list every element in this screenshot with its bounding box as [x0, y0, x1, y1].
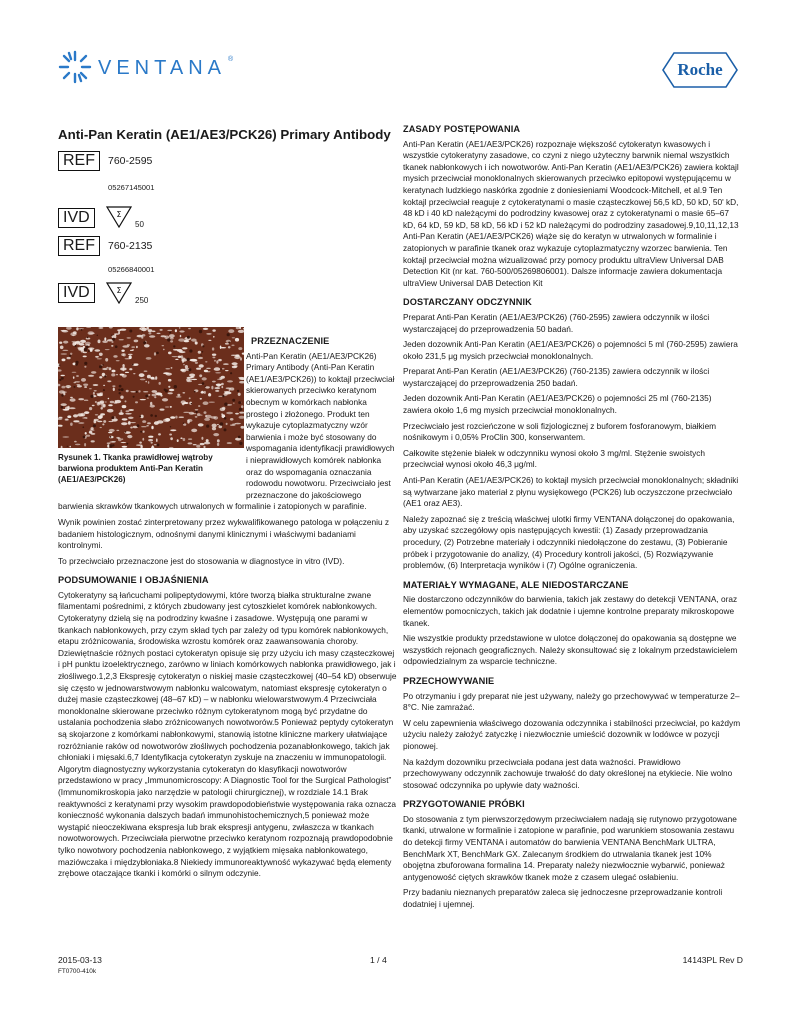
- tests-count-2: 250: [135, 296, 149, 305]
- summary-paragraph-1: Cytokeratyny są łańcuchami polipeptydowymi, które tworzą białka strukturalne zwane filamentami pośrednimi, z których zbudowany jest cytoszkielet komórek nabłonkowych. Cytokeratyny dzielą się na podrodziny kwaśne i zasadowe. Występują one parami w tkankach nabłonkowych, przy czym skład tych par zależy od typu komórek nabłonkowych, etapu zróżnicowania, środowiska wzrostu komórek oraz zaawansowania choroby. Dziewiętnaście różnych postaci cytokeratyn opisuje się przy użyciu ich masy cząsteczkowej i pH punktu izoelektrycznego, zarówno w liniach komórkowych nabłonka prawidłowego, jak i złośliwego.1,2,3 Ekspresję cytokeratyn o niskiej masie cząsteczkowej (40–54 kD) obserwuje się często w jednowarstwowym nabłonku walcowatym, natomiast ekspresję cytokeratyn o dużej masie cząsteczkowej (48–67 kD) – w nabłonku wielowarstwowym.4 Przeciwciała monoklonalne skierowane przeciwko różnym cytokeratynom mogą być przydatne do ustalania pochodzenia słabo zróżnicowanych nowotworów.5 Ponieważ peptydy cytokeratyn są skojarzone z komórkami nabłonkowymi, stanowią istotne kliniczne markery ułatwiające rozróżnianie raków od nowotworów złośliwych pochodzenia pozanabłonkowego, takich jak chłoniaki i mięsaki.6,7 Identyfikacja cytokeratyn zyskuje na znaczeniu w immunopatologii. Algorytm diagnostyczny wykorzystania cytokeratyn do klasyfikacji nowotworów przedstawiono w pracy „Immunomicroscopy: A Diagnostic Tool for the Surgical Pathologist” (Immunomikroskopia jako narzędzie w patologii chirurgicznej), w rozdziale 14.1 Brak reaktywności z keratynami przy wysokim prawdopodobieństwie występowania raka oznacza konieczność wykonania dalszych badań immunohistochemicznych,5 ponieważ może wystąpić nieoczekiwana ekspresja lub brak ekspresji antygenu, zwłaszcza w tkankach nowotworowych. Przeciwciała pierwotne przeciwko keratynom rozpoznają prawdopodobnie tylko nowotwory pochodzenia nabłonkowego, z wyjątkiem mięsaka nabłonkowatego, maziówczaka i międzybłoniaka.8 Niekiedy immunoreaktywność wykazywać będą elementy zrębowe otaczające tkanki i komórki o silnym odczynie.: [58, 589, 397, 879]
- ref-number-2: 760-2135: [108, 240, 153, 252]
- reagent-paragraph-3: Preparat Anti-Pan Keratin (AE1/AE3/PCK26) (760-2135) zawiera odczynnik w ilości wystarczającej do przeprowadzenia 250 badań.: [403, 366, 710, 388]
- storage-heading: PRZECHOWYWANIE: [403, 675, 495, 686]
- specimen-prep-paragraph-1: Do stosowania z tym pierwszorzędowym przeciwciałem nadają się rutynowo przygotowane tkanki, utrwalone w formalinie i zatopione w parafinie, pod warunkiem stosowania zestawu do detekcji firmy VENTANA i automatów do barwienia VENTANA BenchMark ULTRA, BenchMark XT, BenchMark GX. Zalecanym środkiem do utrwalania tkanek jest 10% obojętna zbuforowana formalina 14. Preparaty należy niezwłocznie wybarwić, ponieważ antygenowość ciętych skrawków tkanek może z czasem ulegać osłabieniu.: [403, 813, 737, 882]
- ref-box-2: [58, 236, 100, 256]
- reagent-paragraph-2: Jeden dozownik Anti-Pan Keratin (AE1/AE3/PCK26) o pojemności 5 ml (760-2595) zawiera około 231,5 μg mysich przeciwciał monoklonalnych.: [403, 339, 738, 361]
- roche-wordmark: Roche: [677, 60, 723, 79]
- footer-document-id: 14143PL Rev D: [682, 955, 743, 965]
- footer-form-number: FT0700-410k: [58, 968, 97, 975]
- registered-mark: ®: [228, 56, 234, 63]
- ref-label: REF: [58, 151, 100, 171]
- materials-paragraph-1: Nie dostarczono odczynników do barwienia, takich jak zestawy do detekcji VENTANA, oraz elementów pomocniczych, takich jak dodatnie i ujemne kontrolne preparaty mikroskopowe tkanek.: [403, 594, 738, 628]
- ref-label: REF: [58, 236, 100, 256]
- summary-heading: PODSUMOWANIE I OBJAŚNIENIA: [58, 575, 209, 586]
- ivd-box-1: [58, 208, 95, 228]
- ref-number-1: 760-2595: [108, 155, 153, 167]
- reagent-paragraph-8: Należy zapoznać się z treścią właściwej ulotki firmy VENTANA dołączonej do opakowania, aby uzyskać szczegółowy opis następujących kwestii: (1) Zasady przeprowadzania procedury, (2) Potrzebne materiały i odczynniki niedołączone do zestawu, (3) Pobieranie próbek i przygotowanie do analizy, (4) Procedury kontroli jakości, (5) Rozwiązywanie problemów, (6) Interpretacja wyników i (7) Ogólne ograniczenia.: [403, 513, 735, 571]
- materials-paragraph-2: Nie wszystkie produkty przedstawione w ulotce dołączonej do opakowania są dostępne we wszystkich rejonach geograficznych. Należy skonsultować się z lokalnym przedstawicielem odpowiedzialnym za wsparcie techniczne.: [403, 633, 738, 667]
- materials-heading: MATERIAŁY WYMAGANE, ALE NIEDOSTARCZANE: [403, 579, 629, 590]
- document-title: Anti-Pan Keratin (AE1/AE3/PCK26) Primary Antibody: [58, 127, 391, 142]
- intended-use-section: [58, 336, 398, 884]
- specimen-prep-heading: PRZYGOTOWANIE PRÓBKI: [403, 799, 525, 810]
- tests-count-1: 50: [135, 220, 144, 229]
- sigma-triangle-icon: [106, 206, 132, 228]
- ivd-label: IVD: [58, 283, 95, 303]
- reagent-paragraph-4: Jeden dozownik Anti-Pan Keratin (AE1/AE3/PCK26) o pojemności 25 ml (760-2135) zawiera około 1,6 mg mysich przeciwciał monoklonalnych.: [403, 393, 712, 416]
- reagent-paragraph-6: Całkowite stężenie białek w odczynniku wynosi około 3 mg/ml. Stężenie swoistych przeciwciał wynosi około 46,3 μg/ml.: [403, 447, 706, 470]
- ventana-wordmark: VENTANA: [98, 57, 226, 79]
- material-code-2: 05266840001: [108, 265, 155, 274]
- material-code-1: 05267145001: [108, 183, 155, 192]
- right-column: [403, 124, 741, 915]
- ref-box-1: [58, 151, 100, 171]
- reagent-paragraph-1: Preparat Anti-Pan Keratin (AE1/AE3/PCK26) (760-2595) zawiera odczynnik w ilości wystarczającej do przeprowadzenia 50 badań.: [403, 311, 710, 334]
- storage-paragraph-1: Po otrzymaniu i gdy preparat nie jest używany, należy go przechowywać w temperaturze 2–8°C. Nie zamrażać.: [403, 690, 740, 713]
- ventana-star-icon: [58, 50, 92, 84]
- svg-text:Σ: Σ: [116, 210, 122, 219]
- intended-use-paragraph-3: To przeciwciało przeznaczone jest do stosowania w diagnostyce in vitro (IVD).: [58, 555, 345, 566]
- tests-symbol-1: [106, 206, 146, 232]
- ivd-box-2: [58, 283, 95, 303]
- principle-heading: ZASADY POSTĘPOWANIA: [403, 124, 521, 134]
- tests-symbol-2: [106, 282, 150, 308]
- ventana-logo: [58, 50, 238, 84]
- specimen-prep-paragraph-2: Przy badaniu nieznanych preparatów zaleca się jednoczesne przeprowadzanie kontroli dodatniej i ujemnej.: [403, 887, 723, 910]
- principle-paragraph-1: Anti-Pan Keratin (AE1/AE3/PCK26) rozpoznaje większość cytokeratyn kwasowych i wszystkie cytokeratyny zasadowe, co czyni z niego użyteczny barwnik niemal wszystkich tkanek nabłonkowych i ich nowotworów. Anti-Pan Keratin (AE1/AE3/PCK26) zawiera koktajl mysich przeciwciał monoklonalnych skierowanych przeciwko epitopowi występującemu w keratynach ludzkiego naskórka zgodnie z doniesieniami Woodcock-Mitchell, et al.9 Ten koktajl przeciwciał reaguje z cytokeratynami o masie cząsteczkowej 56,5 kD, 50 kD, 50' kD, 48 kD i 40 kD należącymi do podrodziny kwasowej oraz z cytokeratynami o masie 65–67 kD, 64 kD, 59 kD, 58 kD, 56 kD i 52 kD należącymi do podrodziny zasadowej.9,10,11,12,13 Anti-Pan Keratin (AE1/AE3/PCK26) wiąże się do keratyn w utrwalonych w formalinie i zatopionych w parafinie tkanek oraz wykazuje cytoplazmatyczny wzorzec barwienia. Ten koktajl przeciwciał można wizualizować przy pomocy produktu ultraView Universal DAB Detection Kit (nr kat. 760-500/05269806001). Dalsze informacje zawiera dokumentacja ultraView Universal DAB Detection Kit: [403, 138, 739, 288]
- sigma-triangle-icon: [106, 282, 132, 304]
- storage-paragraph-3: Na każdym dozowniku przeciwciała podana jest data ważności. Prawidłowo przechowywany odczynnik zachowuje trwałość do daty określonej na etykiecie. Nie wolno stosować odczynnika po upływie daty ważności.: [403, 756, 733, 790]
- footer-page-number: 1 / 4: [370, 955, 387, 965]
- svg-text:Σ: Σ: [116, 286, 122, 295]
- intended-use-heading: PRZEZNACZENIE: [251, 336, 330, 346]
- intended-use-p1: [58, 351, 398, 513]
- roche-logo: [662, 52, 738, 88]
- reagent-paragraph-7: Anti-Pan Keratin (AE1/AE3/PCK26) to koktajl mysich przeciwciał monoklonalnych; składniki są wytwarzane jako materiał z płynu wysiękowego (PCK26) lub oczyszczone przeciwciało (AE1 oraz AE3).: [403, 475, 739, 509]
- intended-use-paragraph-1: Anti-Pan Keratin (AE1/AE3/PCK26) Primary Antibody (Anti-Pan Keratin (AE1/AE3/PCK26)) to koktajl przeciwciał skierowanych przeciwko keratynom obecnym w komórkach nabłonka prostego i złożonego. Produkt ten wykazuje cytoplazmatyczny wzór barwienia i może być stosowany do wspomagania identyfikacji prawidłowych i nieprawidłowych komórek nabłonka oraz do wspomagania oznaczania rodowodu nowotworu. Przeciwciało jest przeznaczone do jakościowego barwienia skrawków tkankowych utrwalonych w formalinie i zatopionych w parafinie.: [58, 350, 395, 512]
- footer-date: 2015-03-13: [58, 955, 102, 965]
- figure-caption: Rysunek 1. Tkanka prawidłowej wątroby barwiona produktem Anti-Pan Keratin (AE1/AE3/PCK26): [58, 453, 213, 485]
- reagent-heading: DOSTARCZANY ODCZYNNIK: [403, 297, 532, 308]
- ivd-label: IVD: [58, 208, 95, 228]
- reagent-paragraph-5: Przeciwciało jest rozcieńczone w soli fizjologicznej z buforem fosforanowym, białkiem nośnikowym i 0,05% ProClin 300, konserwantem.: [403, 420, 717, 443]
- intended-use-paragraph-2: Wynik powinien zostać zinterpretowany przez wykwalifikowanego patologa w połączeniu z badaniem histologicznym, odnośnymi danymi klinicznymi i właściwymi badaniami kontrolnymi.: [58, 516, 390, 551]
- storage-paragraph-2: W celu zapewnienia właściwego dozowania odczynnika i stabilności przeciwciał, po każdym użyciu należy założyć zatyczkę i niezwłocznie umieścić dozownik w lodówce w pozycji pionowej.: [403, 717, 741, 751]
